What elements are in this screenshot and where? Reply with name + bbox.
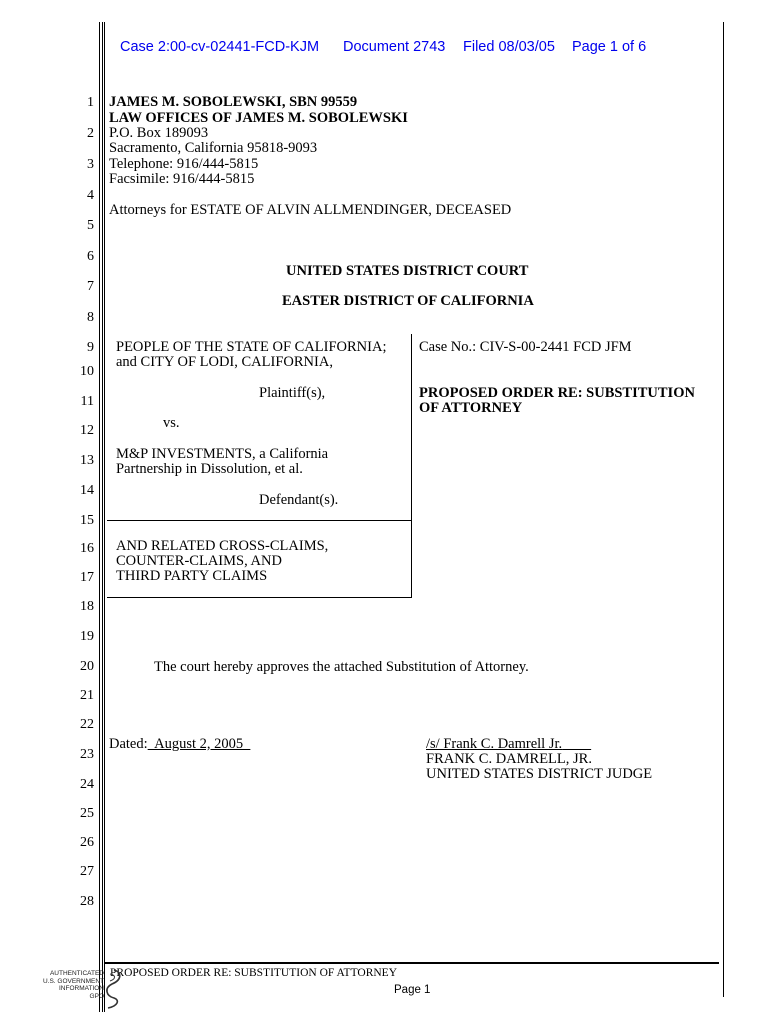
- line-number: 20: [80, 659, 94, 674]
- margin-rule-right: [723, 22, 724, 997]
- line-number: 16: [80, 541, 94, 556]
- line-number: 24: [80, 777, 94, 792]
- attorneys-for: Attorneys for ESTATE OF ALVIN ALLMENDINGER, DECEASED: [109, 202, 512, 218]
- attorney-address-city: Sacramento, California 95818-9093: [109, 140, 318, 156]
- line-number: 7: [87, 279, 94, 294]
- line-number: 18: [80, 599, 94, 614]
- line-number: 23: [80, 747, 94, 762]
- line-number: 3: [87, 157, 94, 172]
- line-number: 2: [87, 126, 94, 141]
- footer-page: Page 1: [394, 984, 431, 996]
- dated-line: [109, 737, 250, 753]
- line-number: 9: [87, 340, 94, 355]
- line-number: 28: [80, 894, 94, 909]
- dated-value: August 2, 2005: [147, 736, 251, 752]
- line-number: 27: [80, 864, 94, 879]
- court-name: UNITED STATES DISTRICT COURT: [286, 263, 529, 279]
- line-number: 10: [80, 364, 94, 379]
- case-number: Case No.: CIV-S-00-2441 FCD JFM: [419, 339, 632, 355]
- line-number: 25: [80, 806, 94, 821]
- line-number: 6: [87, 249, 94, 264]
- judge-name: FRANK C. DAMRELL, JR.: [426, 751, 592, 767]
- line-number: 15: [80, 513, 94, 528]
- plaintiff-line-2: and CITY OF LODI, CALIFORNIA,: [116, 354, 333, 370]
- plaintiff-line-1: PEOPLE OF THE STATE OF CALIFORNIA;: [116, 339, 387, 355]
- filed-date-stamp: Filed 08/03/05: [463, 39, 555, 55]
- document-number-stamp: Document 2743: [343, 39, 446, 55]
- case-number-stamp: Case 2:00-cv-02441-FCD-KJM: [120, 39, 320, 55]
- seal-line-4: GPO: [89, 992, 104, 1000]
- margin-rule-left-inner: [102, 22, 103, 1012]
- seal-line-2: U.S. GOVERNMENT: [42, 977, 104, 985]
- line-number: 4: [87, 188, 94, 203]
- gpo-seal-text: [34, 970, 104, 1000]
- footer-title: PROPOSED ORDER RE: SUBSTITUTION OF ATTORNEY: [110, 967, 398, 979]
- versus: vs.: [163, 415, 180, 431]
- caption-bottom-rule: [107, 597, 412, 598]
- line-number: 8: [87, 310, 94, 325]
- defendant-line-1: M&P INVESTMENTS, a California: [116, 446, 329, 462]
- judge-title: UNITED STATES DISTRICT JUDGE: [426, 766, 653, 782]
- line-number: 11: [80, 394, 94, 409]
- line-number: 1: [87, 95, 94, 110]
- related-claims-1: AND RELATED CROSS-CLAIMS,: [116, 538, 329, 554]
- margin-rule-left-third: [104, 22, 105, 1012]
- margin-rule-left-outer: [99, 22, 100, 1012]
- line-number: 21: [80, 688, 94, 703]
- attorney-address-box: P.O. Box 189093: [109, 125, 209, 141]
- defendant-line-2: Partnership in Dissolution, et al.: [116, 461, 303, 477]
- line-number: 26: [80, 835, 94, 850]
- judge-signature: /s/ Frank C. Damrell Jr.: [426, 736, 563, 752]
- document-title-1: PROPOSED ORDER RE: SUBSTITUTION: [419, 385, 695, 401]
- attorney-phone: Telephone: 916/444-5815: [109, 156, 259, 172]
- line-number: 22: [80, 717, 94, 732]
- page-count-stamp: Page 1 of 6: [572, 39, 647, 55]
- gpo-eagle-icon: [100, 966, 126, 1010]
- line-number: 19: [80, 629, 94, 644]
- line-number: 14: [80, 483, 94, 498]
- line-number: 17: [80, 570, 94, 585]
- line-number: 5: [87, 218, 94, 233]
- footer-rule: [105, 962, 719, 964]
- order-text: The court hereby approves the attached Substitution of Attorney.: [154, 659, 529, 675]
- plaintiff-role: Plaintiff(s),: [259, 385, 326, 401]
- related-claims-2: COUNTER-CLAIMS, AND: [116, 553, 282, 569]
- court-district: EASTER DISTRICT OF CALIFORNIA: [282, 293, 534, 309]
- line-number: 12: [80, 423, 94, 438]
- dated-label: Dated:: [109, 736, 148, 752]
- line-number: 13: [80, 453, 94, 468]
- attorney-name: JAMES M. SOBOLEWSKI, SBN 99559: [109, 94, 358, 110]
- document-title-2: OF ATTORNEY: [419, 400, 523, 416]
- caption-divider: [107, 520, 412, 521]
- defendant-role: Defendant(s).: [259, 492, 339, 508]
- attorney-fax: Facsimile: 916/444-5815: [109, 171, 255, 187]
- seal-line-3: INFORMATION: [58, 985, 104, 992]
- attorney-firm: LAW OFFICES OF JAMES M. SOBOLEWSKI: [109, 110, 408, 126]
- related-claims-3: THIRD PARTY CLAIMS: [116, 568, 268, 584]
- seal-line-1: AUTHENTICATED: [49, 970, 104, 977]
- caption-vertical-rule: [411, 334, 412, 598]
